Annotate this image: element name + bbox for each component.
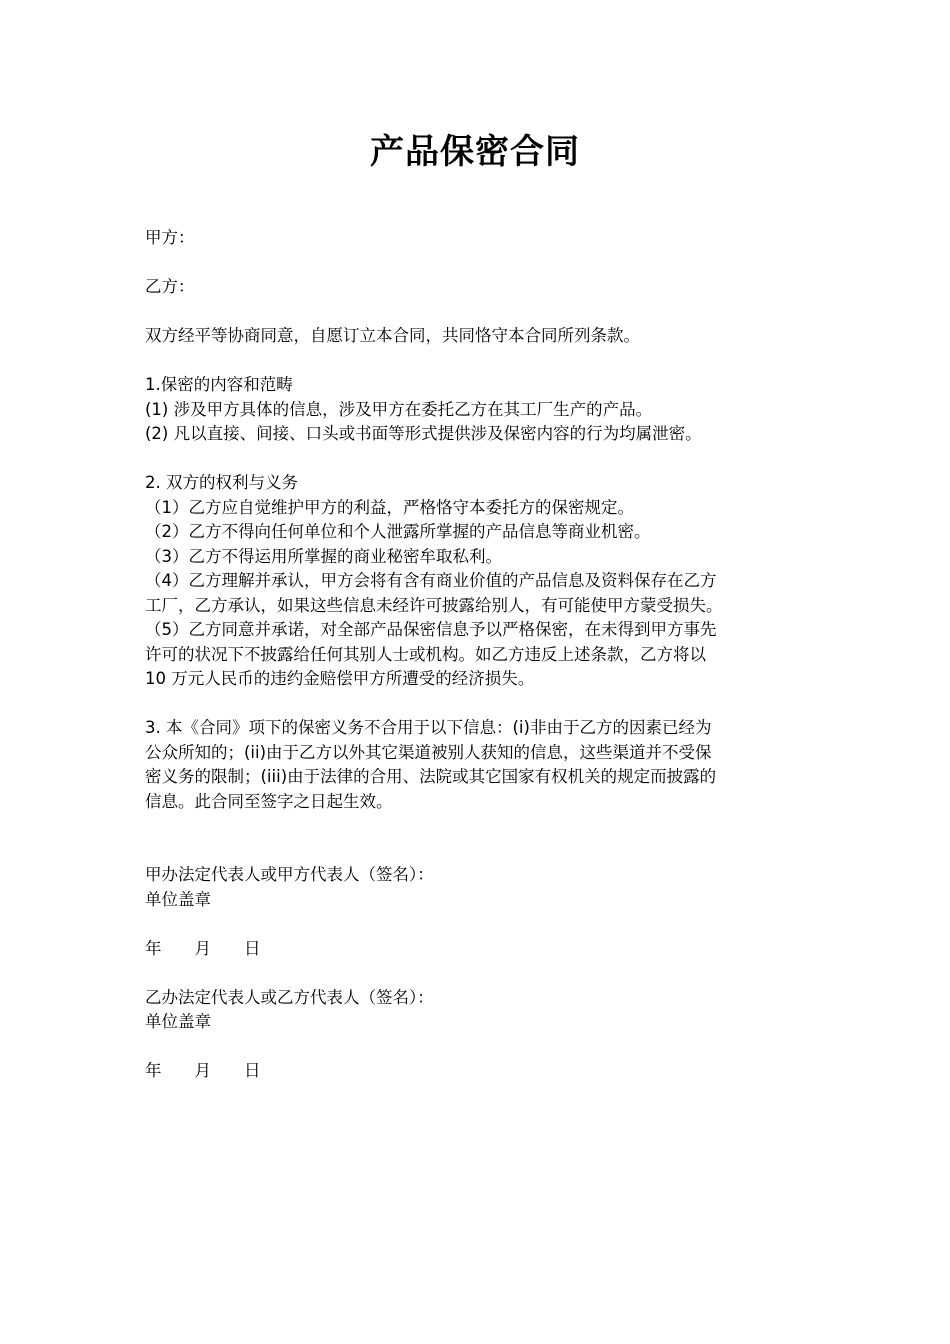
signature-a-seal: 单位盖章	[145, 889, 211, 909]
signature-b-representative: 乙办法定代表人或乙方代表人（签名）：	[145, 987, 434, 1007]
section-2-line: （2）乙方不得向任何单位和个人泄露所掌握的产品信息等商业机密。	[145, 522, 651, 541]
document-body	[145, 226, 810, 1084]
signature-a-representative: 甲办法定代表人或甲方代表人（签名）：	[145, 865, 434, 884]
section-2-line: 工厂，乙方承认，如果这些信息未经许可披露给别人，有可能使甲方蒙受损失。	[145, 595, 723, 615]
document-title: 产品保密合同	[370, 132, 580, 172]
section-2-line: （5）乙方同意并承诺，对全部产品保密信息予以严格保密，在未得到甲方事先	[145, 620, 717, 639]
party-b-label: 乙方：	[145, 277, 195, 296]
party-a-label: 甲方：	[145, 228, 195, 247]
section-1	[145, 373, 810, 447]
section-1-item: (1) 涉及甲方具体的信息，涉及甲方在委托乙方在其工厂生产的产品。	[145, 399, 653, 419]
section-2-line: （1）乙方应自觉维护甲方的利益，严格恪守本委托方的保密规定。	[145, 497, 634, 517]
section-1-item: (2) 凡以直接、间接、口头或书面等形式提供涉及保密内容的行为均属泄密。	[145, 424, 702, 443]
section-3-line: 信息。此合同至签字之日起生效。	[145, 791, 393, 811]
signature-b-seal: 单位盖章	[145, 1012, 211, 1031]
section-3-line: 公众所知的；(ii)由于乙方以外其它渠道被别人获知的信息，这些渠道并不受保	[145, 742, 712, 762]
signature-block-b	[145, 986, 810, 1084]
section-3-line: 密义务的限制；(iii)由于法律的合用、法院或其它国家有权机关的规定而披露的	[145, 767, 717, 786]
section-1-heading: 1.保密的内容和范畴	[145, 375, 293, 394]
signature-a-date: 年 月 日	[145, 938, 261, 958]
section-2	[145, 471, 810, 692]
section-3	[145, 716, 810, 814]
section-2-line: （4）乙方理解并承认，甲方会将有含有商业价值的产品信息及资料保存在乙方	[145, 571, 717, 590]
section-3-line: 3. 本《合同》项下的保密义务不合用于以下信息：(i)非由于乙方的因素已经为	[145, 718, 712, 737]
intro-paragraph: 双方经平等协商同意，自愿订立本合同，共同恪守本合同所列条款。	[145, 326, 640, 345]
section-2-line: （3）乙方不得运用所掌握的商业秘密牟取私利。	[145, 546, 502, 566]
section-2-line: 10 万元人民币的违约金赔偿甲方所遭受的经济损失。	[145, 669, 535, 688]
section-2-heading: 2. 双方的权利与义务	[145, 473, 298, 492]
section-2-line: 许可的状况下不披露给任何其别人士或机构。如乙方违反上述条款，乙方将以	[145, 644, 706, 664]
signature-b-date: 年 月 日	[145, 1061, 261, 1080]
signature-block-a	[145, 863, 810, 961]
